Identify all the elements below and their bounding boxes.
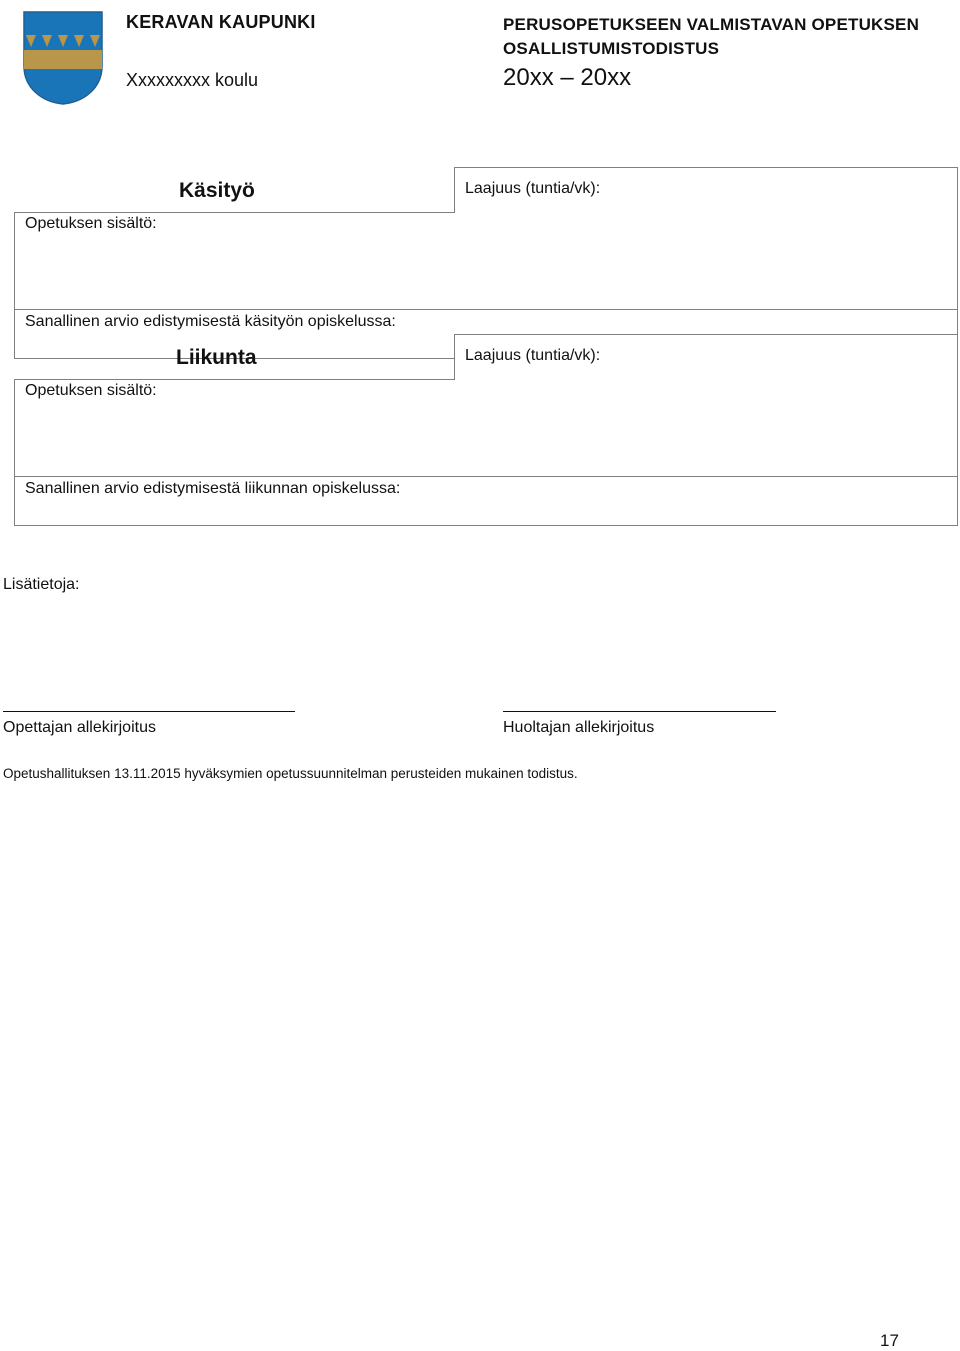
- document-title-line2: OSALLISTUMISTODISTUS: [503, 39, 720, 58]
- assessment-label: Sanallinen arvio edistymisestä liikunnan opiskelussa:: [25, 480, 401, 497]
- school-name: Xxxxxxxxx koulu: [126, 70, 259, 90]
- content-field[interactable]: [15, 380, 957, 477]
- document-title-line1: PERUSOPETUKSEEN VALMISTAVAN OPETUKSEN: [503, 15, 920, 34]
- guardian-signature-line[interactable]: [503, 711, 776, 712]
- extent-label: Laajuus (tuntia/vk):: [465, 180, 601, 197]
- assessment-label: Sanallinen arvio edistymisestä käsityön opiskelussa:: [25, 313, 396, 330]
- content-field[interactable]: [15, 213, 957, 310]
- subject-title: Käsityö: [179, 179, 255, 202]
- document-title: [503, 13, 919, 61]
- extent-label: Laajuus (tuntia/vk):: [465, 347, 601, 364]
- assessment-field[interactable]: [15, 477, 957, 525]
- page-number: 17: [880, 1331, 899, 1350]
- teacher-signature-line[interactable]: [3, 711, 295, 712]
- content-label: Opetuksen sisältö:: [25, 215, 157, 232]
- teacher-signature-label: Opettajan allekirjoitus: [3, 719, 156, 736]
- school-years: 20xx – 20xx: [503, 64, 632, 91]
- guardian-signature-label: Huoltajan allekirjoitus: [503, 719, 655, 736]
- city-name: KERAVAN KAUPUNKI: [126, 12, 316, 32]
- extent-field[interactable]: [454, 334, 958, 380]
- coat-of-arms-icon: [22, 10, 104, 106]
- subject-title: Liikunta: [176, 346, 257, 369]
- content-label: Opetuksen sisältö:: [25, 382, 157, 399]
- subject-box-liikunta: [14, 346, 958, 526]
- footnote: Opetushallituksen 13.11.2015 hyväksymien opetussuunnitelman perusteiden mukainen todistus.: [3, 766, 578, 781]
- additional-info-label: Lisätietoja:: [3, 576, 80, 593]
- extent-field[interactable]: [454, 167, 958, 213]
